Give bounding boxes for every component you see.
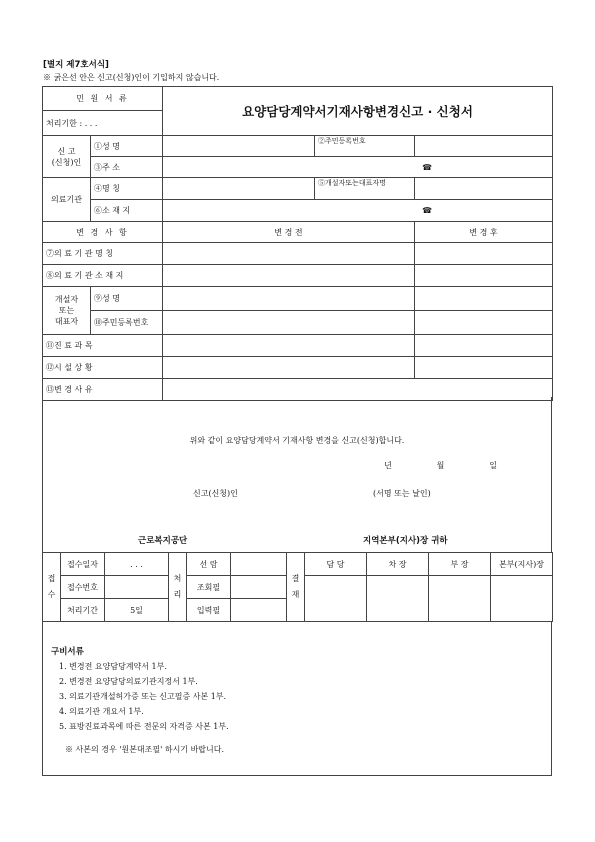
region-addressee: 지역본부(지사)장 귀하 <box>363 536 448 546</box>
founder-group-label: 개설자 또는 대표자 <box>43 287 91 335</box>
row-12-label: ⑫시 설 상 황 <box>43 357 163 379</box>
phone-icon: ☎ <box>422 206 433 215</box>
row-12-after[interactable] <box>415 357 553 379</box>
month-label: 월 <box>436 461 445 470</box>
receipt-date-value: . . . <box>105 553 169 576</box>
branch-head-label: 본부(지사)장 <box>491 553 553 576</box>
resident-no-label: ②주민등록번호 <box>315 136 415 157</box>
receipt-no-label: 접수번호 <box>61 576 105 599</box>
receipt-no-field[interactable] <box>105 576 169 599</box>
office-use-table <box>42 552 553 622</box>
inst-name-label: ④명 칭 <box>91 178 163 200</box>
required-documents <box>42 621 552 776</box>
founder-label: ⑤개설자또는대표자명 <box>315 178 415 200</box>
row-12-before[interactable] <box>163 357 415 379</box>
sign-note[interactable]: (서명 또는 날인) <box>373 489 431 498</box>
phone-icon: ☎ <box>422 162 433 172</box>
documents-title: 구비서류 <box>51 647 84 657</box>
applicant-group-label: 신 고 (신청)인 <box>43 136 91 178</box>
date-line <box>363 460 518 471</box>
process-label: 처 리 <box>169 553 187 622</box>
section-chief-sign[interactable] <box>367 576 429 622</box>
documents-note: ※ 사본의 경우 '원본대조필' 하시기 바랍니다. <box>65 745 225 754</box>
row-8-label: ⑧의 료 기 관 소 재 지 <box>43 265 163 287</box>
form-title: 요양담당계약서기재사항변경신고 · 신청서 <box>163 87 553 136</box>
process-period-label: 처리기간 <box>61 599 105 622</box>
lookup-field[interactable] <box>231 576 287 599</box>
location-label: ⑥소 재 지 <box>91 200 163 222</box>
resident-no-field[interactable] <box>415 136 553 157</box>
row-10-label: ⑩주민등록번호 <box>91 311 163 335</box>
after-label: 변 경 후 <box>415 222 553 243</box>
row-9-before[interactable] <box>163 287 415 311</box>
before-label: 변 경 전 <box>163 222 415 243</box>
address-label: ③주 소 <box>91 157 163 178</box>
row-7-after[interactable] <box>415 243 553 265</box>
row-13-label: ⑬변 경 사 유 <box>43 379 163 401</box>
receipt-date-label: 접수일자 <box>61 553 105 576</box>
name-label: ①성 명 <box>91 136 163 157</box>
medical-group-label: 의료기관 <box>43 178 91 222</box>
signer-label: 신고(신청)인 <box>193 489 238 498</box>
processing-label: 처리기한 : . . . <box>43 111 163 136</box>
row-9-label: ⑨성 명 <box>91 287 163 311</box>
row-7-label: ⑦의 료 기 관 명 칭 <box>43 243 163 265</box>
founder-field[interactable] <box>415 178 553 200</box>
row-11-before[interactable] <box>163 335 415 357</box>
document-item: 4. 의료기관 개요서 1부. <box>59 707 144 716</box>
lookup-label: 조회필 <box>187 576 231 599</box>
address-field[interactable] <box>163 157 553 178</box>
entry-label: 입력필 <box>187 599 231 622</box>
approval-label: 결 재 <box>287 553 305 622</box>
row-8-before[interactable] <box>163 265 415 287</box>
change-item-label: 변 경 사 항 <box>43 222 163 243</box>
row-7-before[interactable] <box>163 243 415 265</box>
location-field[interactable] <box>163 200 553 222</box>
manager-label: 담 당 <box>305 553 367 576</box>
day-label: 일 <box>489 461 497 470</box>
section-chief-label: 차 장 <box>367 553 429 576</box>
row-11-label: ⑪진 료 과 목 <box>43 335 163 357</box>
receipt-label: 민 원 서 류 <box>43 87 163 111</box>
receipt-label: 접 수 <box>43 553 61 622</box>
branch-head-sign[interactable] <box>491 576 553 622</box>
organization-name: 근로복지공단 <box>138 536 188 546</box>
entry-field[interactable] <box>231 599 287 622</box>
row-9-after[interactable] <box>415 287 553 311</box>
document-item: 1. 변경전 요양담당계약서 1부. <box>59 662 167 671</box>
document-item: 5. 표방진료과목에 따른 전문의 자격증 사본 1부. <box>59 722 229 731</box>
name-field[interactable] <box>163 136 315 157</box>
selection-field[interactable] <box>231 553 287 576</box>
dept-chief-label: 부 장 <box>429 553 491 576</box>
row-8-after[interactable] <box>415 265 553 287</box>
row-10-before[interactable] <box>163 311 415 335</box>
declaration-text: 위와 같이 요양담당계약서 기재사항 변경을 신고(신청)합니다. <box>189 436 405 445</box>
process-period-value: 5일 <box>105 599 169 622</box>
year-label: 년 <box>384 461 392 470</box>
application-form-table <box>42 86 553 401</box>
row-10-after[interactable] <box>415 311 553 335</box>
selection-label: 선 람 <box>187 553 231 576</box>
notice-text: ※ 굵은선 안은 신고(신청)인이 기입하지 않습니다. <box>43 73 220 82</box>
form-tag: [별지 제7호서식] <box>43 60 109 70</box>
dept-chief-sign[interactable] <box>429 576 491 622</box>
row-11-after[interactable] <box>415 335 553 357</box>
declaration-section <box>42 397 552 552</box>
inst-name-field[interactable] <box>163 178 315 200</box>
manager-sign[interactable] <box>305 576 367 622</box>
document-item: 2. 변경전 요양담당의료기관지정서 1부. <box>59 677 198 686</box>
document-item: 3. 의료기관개설허가증 또는 신고필증 사본 1부. <box>59 692 227 701</box>
